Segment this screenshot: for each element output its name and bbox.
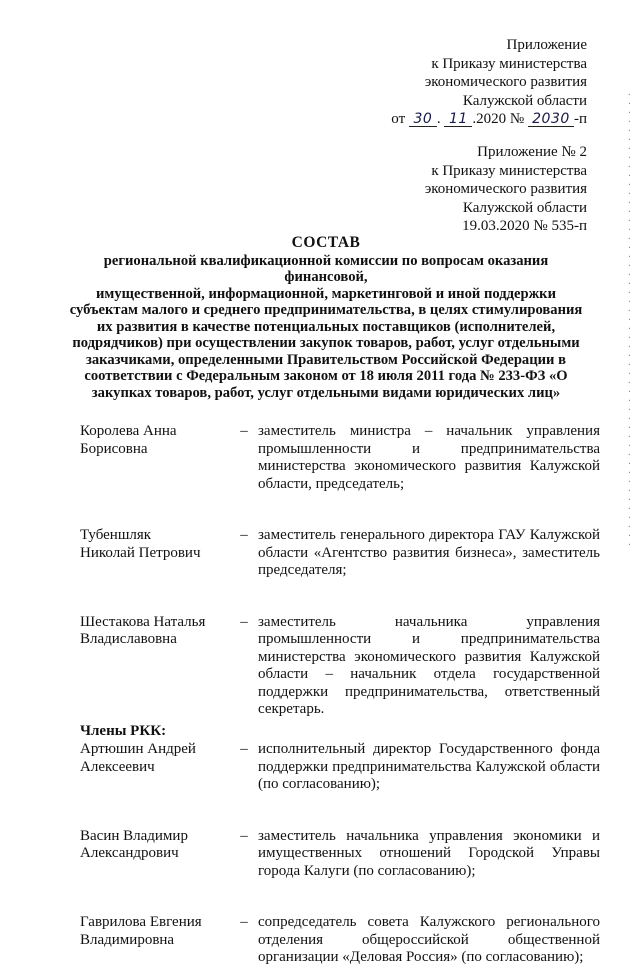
title-line: закупках товаров, работ, услуг отдельными видами юридических лиц» [91,384,561,401]
member-position: заместитель генерального директора ГАУ Калужской области «Агентство развития бизнеса», заместитель председателя; [258,527,600,578]
appendix2-ministry: экономического развития [424,181,587,197]
title-line: региональной квалификационной комиссии по вопросам оказания финансовой, [103,252,549,285]
title-line: подрядчиков) при осуществлении закупок товаров, работ, услуг отдельными [72,335,580,351]
date-year-text: .2020 № [472,111,525,127]
appendix2-label: Приложение № 2 [477,144,587,160]
member-name: Королева Анна Борисовна [80,423,177,457]
title-line: их развития в качестве потенциальных поставщиков (исполнителей, [96,318,556,335]
document-title [66,235,586,401]
commission-members [80,423,600,967]
appendix-label: Приложение [506,37,587,53]
member-name: Васин Владимир Александрович [80,827,188,861]
title-line: соответствии с Федеральным законом от 18 июля 2011 года № 233-ФЗ «О [84,368,568,384]
member-name: Тубеншляк Николай Петрович [80,527,201,561]
member-row [80,914,600,967]
title-line: субъектам малого и среднего предпринимательства, в целях стимулирования [69,302,583,318]
title-heading: СОСТАВ [291,234,361,251]
member-position: сопредседатель совета Калужского регионального отделения общероссийской общественной организации «Деловая Россия» (по согласованию); [258,914,600,965]
member-position: исполнительный директор Государственного фонда поддержки предпринимательства Калужской области (по согласованию); [258,741,600,792]
appendix-ministry: экономического развития [424,74,587,90]
appendix2-order-ref: к Приказу министерства [431,162,587,179]
order-number-suffix: -п [573,111,587,127]
member-name: Артюшин Андрей Алексеевич [80,741,196,775]
member-position: заместитель начальника управления промышленности и предпринимательства министерства экономического развития Калужской области – начальник отдела государственной поддержки предпринимательства, ответственный секретарь. [258,613,600,717]
appendix-header-current [391,36,587,129]
member-row [80,741,600,794]
date-dot: . [436,111,441,127]
title-line: заказчиками, определенными Правительством Российской Федерации в [86,351,566,368]
appendix2-region: Калужской области [462,199,587,216]
member-name: Шестакова Наталья Владиславовна [80,613,206,647]
member-dash: – [240,827,248,844]
date-prefix: от [391,111,406,127]
member-row [80,423,600,493]
handwritten-day: 30 [409,112,437,127]
member-dash: – [240,741,248,757]
member-dash: – [240,527,248,543]
member-name: Гаврилова Евгения Владимировна [80,914,202,948]
member-dash: – [240,613,248,630]
member-position: заместитель начальника управления экономики и имущественных отношений Городской Управы города Калуги (по согласованию); [258,827,600,879]
members-section-label: Члены РКК: [80,722,167,739]
appendix-order-ref: к Приказу министерства [431,55,587,72]
appendix-region: Калужской области [462,92,587,109]
member-position: заместитель министра – начальник управления промышленности и предпринимательства министерства экономического развития Калужской области, председатель; [258,423,600,492]
member-row [80,828,600,881]
member-dash: – [240,914,248,930]
appendix2-date-number: 19.03.2020 № 535-п [462,218,587,234]
member-row [80,527,600,580]
member-dash: – [240,423,248,439]
member-row [80,614,600,719]
appendix-date-line [391,110,587,129]
title-line: имущественной, информационной, маркетинговой и иной поддержки [96,285,556,302]
handwritten-order-number: 2030 [528,112,574,127]
handwritten-month: 11 [444,112,472,127]
scan-edge-marks: · · · · · · · · · · · · · · · · · · · · · · · · · · · · · · · · · · · · · · · · · · · · · · · · · · · [627,90,632,549]
appendix-header-previous [425,143,587,236]
